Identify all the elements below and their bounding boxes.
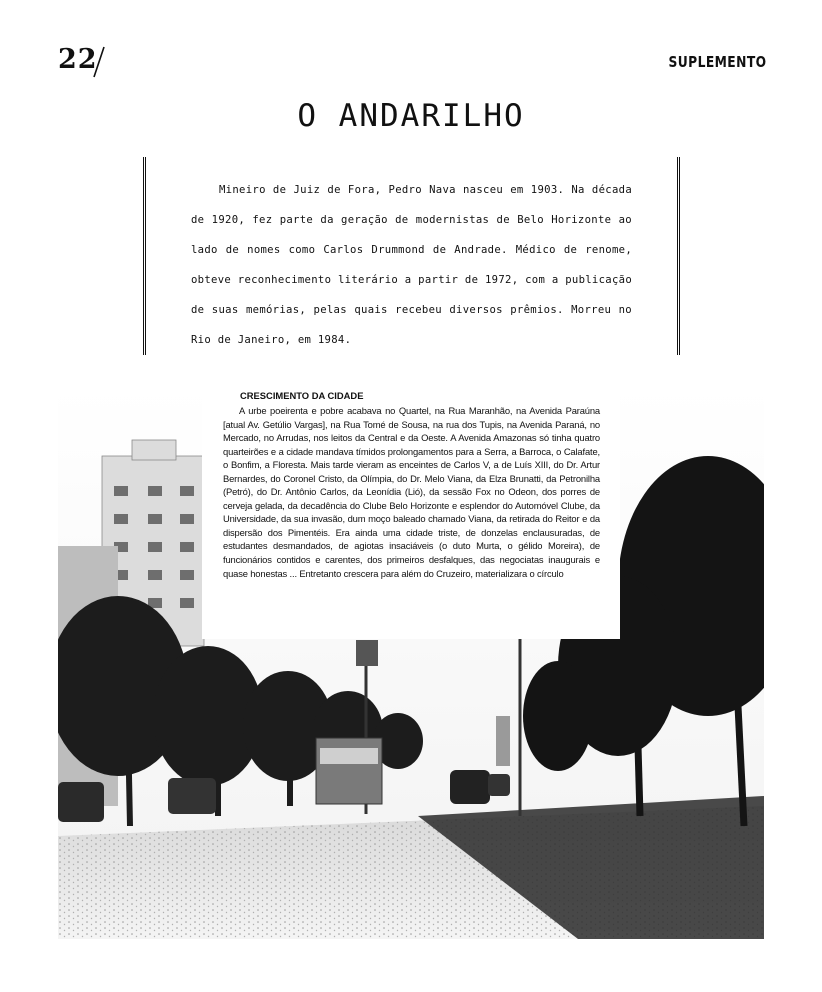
page-number: 22 [58, 44, 98, 75]
section-label: SUPLEMENTO [668, 53, 766, 71]
right-rule [677, 157, 680, 355]
left-rule [143, 157, 146, 355]
article-title: O ANDARILHO [297, 98, 525, 134]
excerpt-body: A urbe poeirenta e pobre acabava no Quartel, na Rua Maranhão, na Avenida Paraúna [atual Av. Getúlio Vargas], na Rua Tomé de Sousa, na rua dos Tupis, na Avenida Paraná, no Mercado, no Arrudas, nos leitos da Central e da Oeste. A Avenida Amazonas só tinha quatro quarteirões e a cidade mandava tímidos prolongamentos para a Serra, a Barroca, o Calafate, o Bonfim, a Floresta. Mais tarde vieram as enceintes de Carlos V, a de Luís XIII, do Dr. Artur Bernardes, do Coronel Cristo, da Olímpia, do Dr. Melo Viana, da Elza Brunatti, da Petronilha (Petró), do Dr. Antônio Carlos, da Leonídia (Lió), da sessão Fox no Odeon, dos porres de cerveja gelada, da decadência do Clube Belo Horizonte e esplendor do Automóvel Clube, da Universidade, da sua invasão, dum moço baleado chamado Viana, da retirada do Reitor e da dispersão dos Pimentéis. Era ainda uma cidade triste, de donzelas enclausuradas, de estudantes desmandados, de agiotas insaciáveis (o duto Murta, o gélido Moreira), de funcionários contidos e carentes, dos primeiros desfalques, das negociatas inaugurais e quase honestas ... Entretanto crescera para além do Cruzeiro, materializara o círculo [223, 405, 600, 579]
excerpt-box [202, 381, 620, 639]
slash-divider [92, 46, 106, 78]
excerpt-heading: CRESCIMENTO DA CIDADE [240, 390, 364, 401]
intro-box [143, 157, 680, 355]
intro-text: Mineiro de Juiz de Fora, Pedro Nava nasceu em 1903. Na década de 1920, fez parte da geração de modernistas de Belo Horizonte ao lado de nomes como Carlos Drummond de Andrade. Médico de renome, obteve reconhecimento literário a partir de 1972, com a publicação de suas memórias, pelas quais recebeu diversos prêmios. Morreu no Rio de Janeiro, em 1984. [191, 184, 632, 346]
